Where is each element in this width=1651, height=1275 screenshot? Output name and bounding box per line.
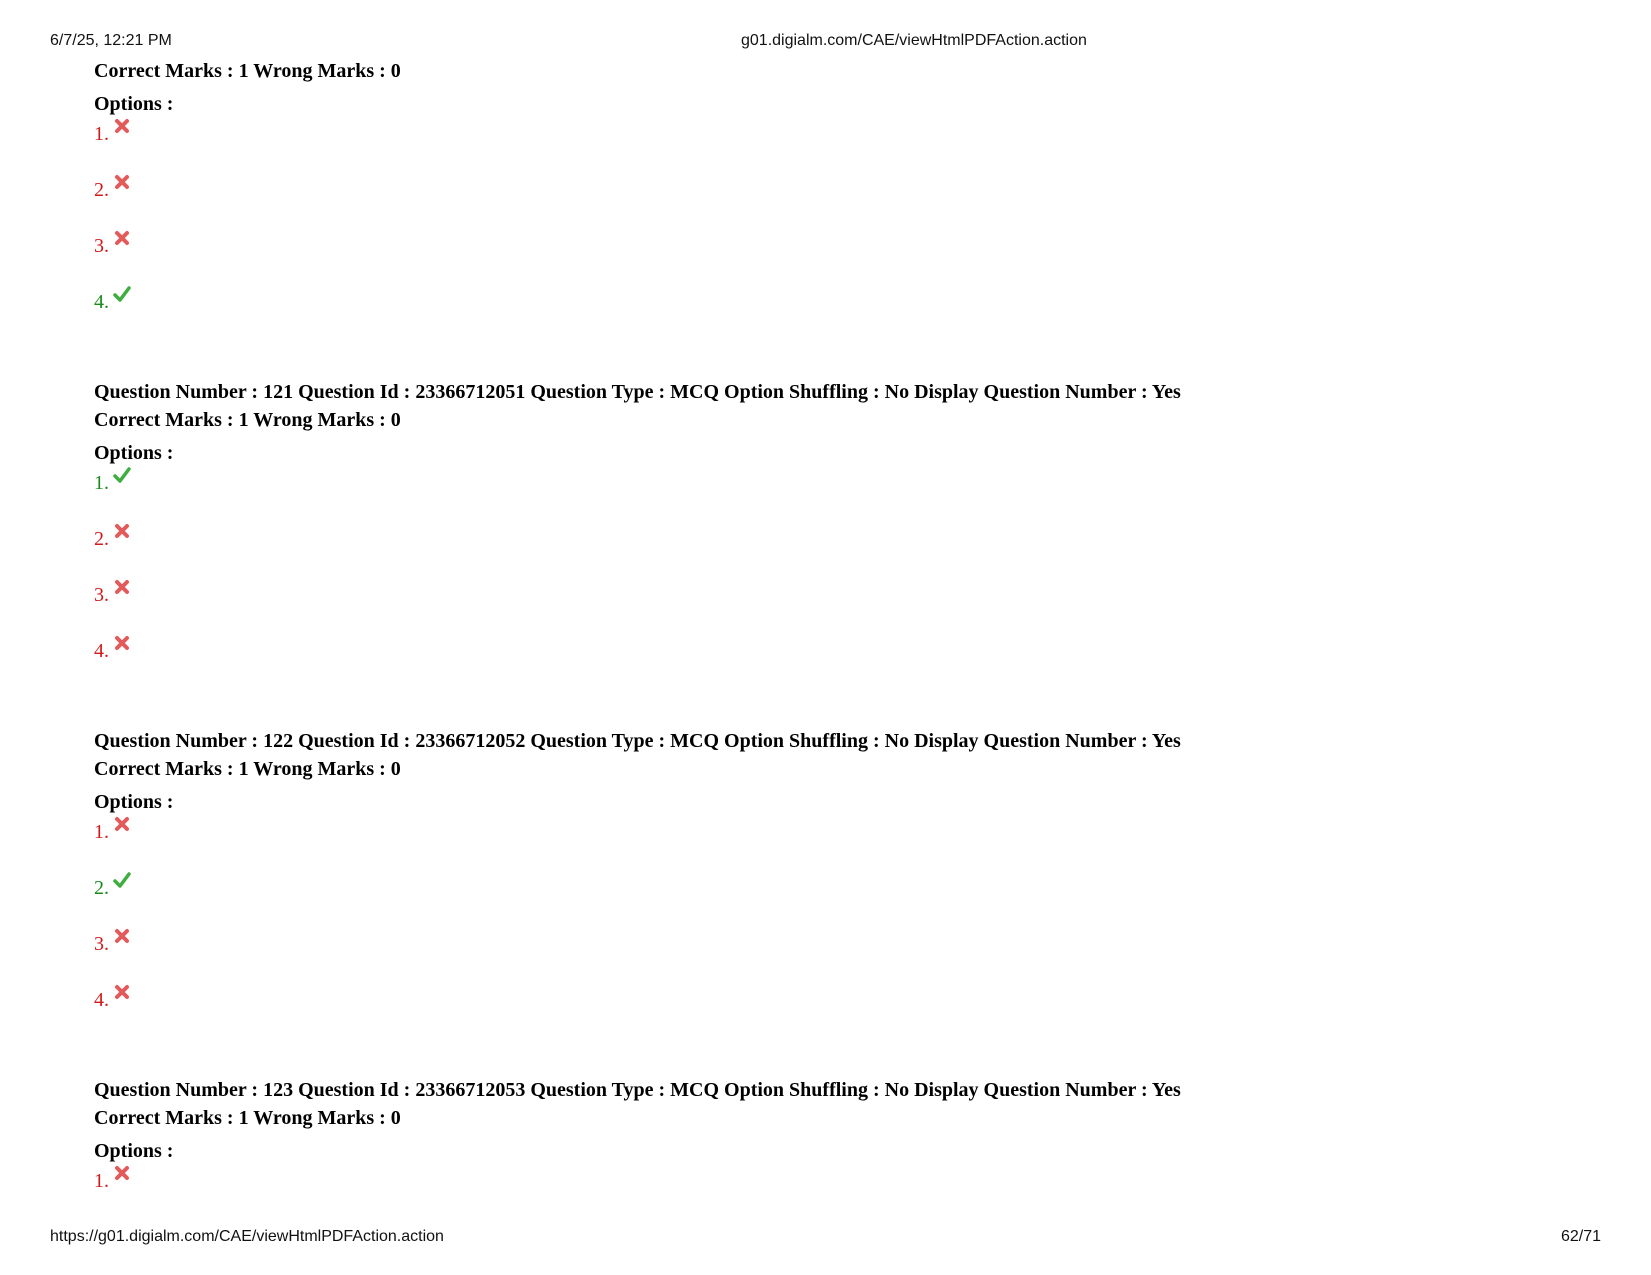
options-label: Options : bbox=[94, 791, 174, 813]
cross-icon bbox=[113, 173, 131, 191]
option-item bbox=[94, 640, 131, 663]
marks-line: Correct Marks : 1 Wrong Marks : 0 bbox=[94, 409, 401, 431]
cross-icon bbox=[113, 815, 131, 833]
page-number: 62/71 bbox=[1561, 1228, 1602, 1245]
option-item bbox=[94, 877, 131, 900]
marks-line: Correct Marks : 1 Wrong Marks : 0 bbox=[94, 60, 401, 82]
option-number: 3. bbox=[94, 933, 109, 955]
cross-icon bbox=[113, 578, 131, 596]
option-number: 1. bbox=[94, 472, 109, 494]
options-label: Options : bbox=[94, 1140, 174, 1162]
option-item bbox=[94, 235, 131, 258]
option-number: 2. bbox=[94, 528, 109, 550]
option-number: 1. bbox=[94, 1170, 109, 1192]
cross-icon bbox=[113, 522, 131, 540]
question-meta: Question Number : 123 Question Id : 23366712053 Question Type : MCQ Option Shuffling : No Display Question Number : Yes bbox=[94, 1079, 1181, 1101]
option-item bbox=[94, 1170, 131, 1193]
option-number: 1. bbox=[94, 821, 109, 843]
print-header-url: g01.digialm.com/CAE/viewHtmlPDFAction.action bbox=[741, 32, 1087, 49]
option-number: 1. bbox=[94, 123, 109, 145]
print-footer-url: https://g01.digialm.com/CAE/viewHtmlPDFAction.action bbox=[50, 1228, 444, 1245]
cross-icon bbox=[113, 229, 131, 247]
option-number: 4. bbox=[94, 291, 109, 313]
cross-icon bbox=[113, 927, 131, 945]
option-item bbox=[94, 472, 131, 495]
option-number: 2. bbox=[94, 877, 109, 899]
cross-icon bbox=[113, 983, 131, 1001]
question-meta: Question Number : 121 Question Id : 23366712051 Question Type : MCQ Option Shuffling : No Display Question Number : Yes bbox=[94, 381, 1181, 403]
marks-line: Correct Marks : 1 Wrong Marks : 0 bbox=[94, 758, 401, 780]
marks-line: Correct Marks : 1 Wrong Marks : 0 bbox=[94, 1107, 401, 1129]
print-datetime: 6/7/25, 12:21 PM bbox=[50, 32, 172, 49]
check-icon bbox=[113, 871, 131, 889]
cross-icon bbox=[113, 1164, 131, 1182]
option-number: 3. bbox=[94, 235, 109, 257]
option-number: 4. bbox=[94, 989, 109, 1011]
option-item bbox=[94, 291, 131, 314]
option-item bbox=[94, 989, 131, 1012]
option-number: 3. bbox=[94, 584, 109, 606]
option-item bbox=[94, 584, 131, 607]
check-icon bbox=[113, 466, 131, 484]
option-number: 2. bbox=[94, 179, 109, 201]
option-item bbox=[94, 933, 131, 956]
option-item bbox=[94, 528, 131, 551]
cross-icon bbox=[113, 117, 131, 135]
options-label: Options : bbox=[94, 93, 174, 115]
options-label: Options : bbox=[94, 442, 174, 464]
option-item bbox=[94, 123, 131, 146]
option-item bbox=[94, 179, 131, 202]
check-icon bbox=[113, 285, 131, 303]
question-meta: Question Number : 122 Question Id : 23366712052 Question Type : MCQ Option Shuffling : No Display Question Number : Yes bbox=[94, 730, 1181, 752]
cross-icon bbox=[113, 634, 131, 652]
option-number: 4. bbox=[94, 640, 109, 662]
option-item bbox=[94, 821, 131, 844]
